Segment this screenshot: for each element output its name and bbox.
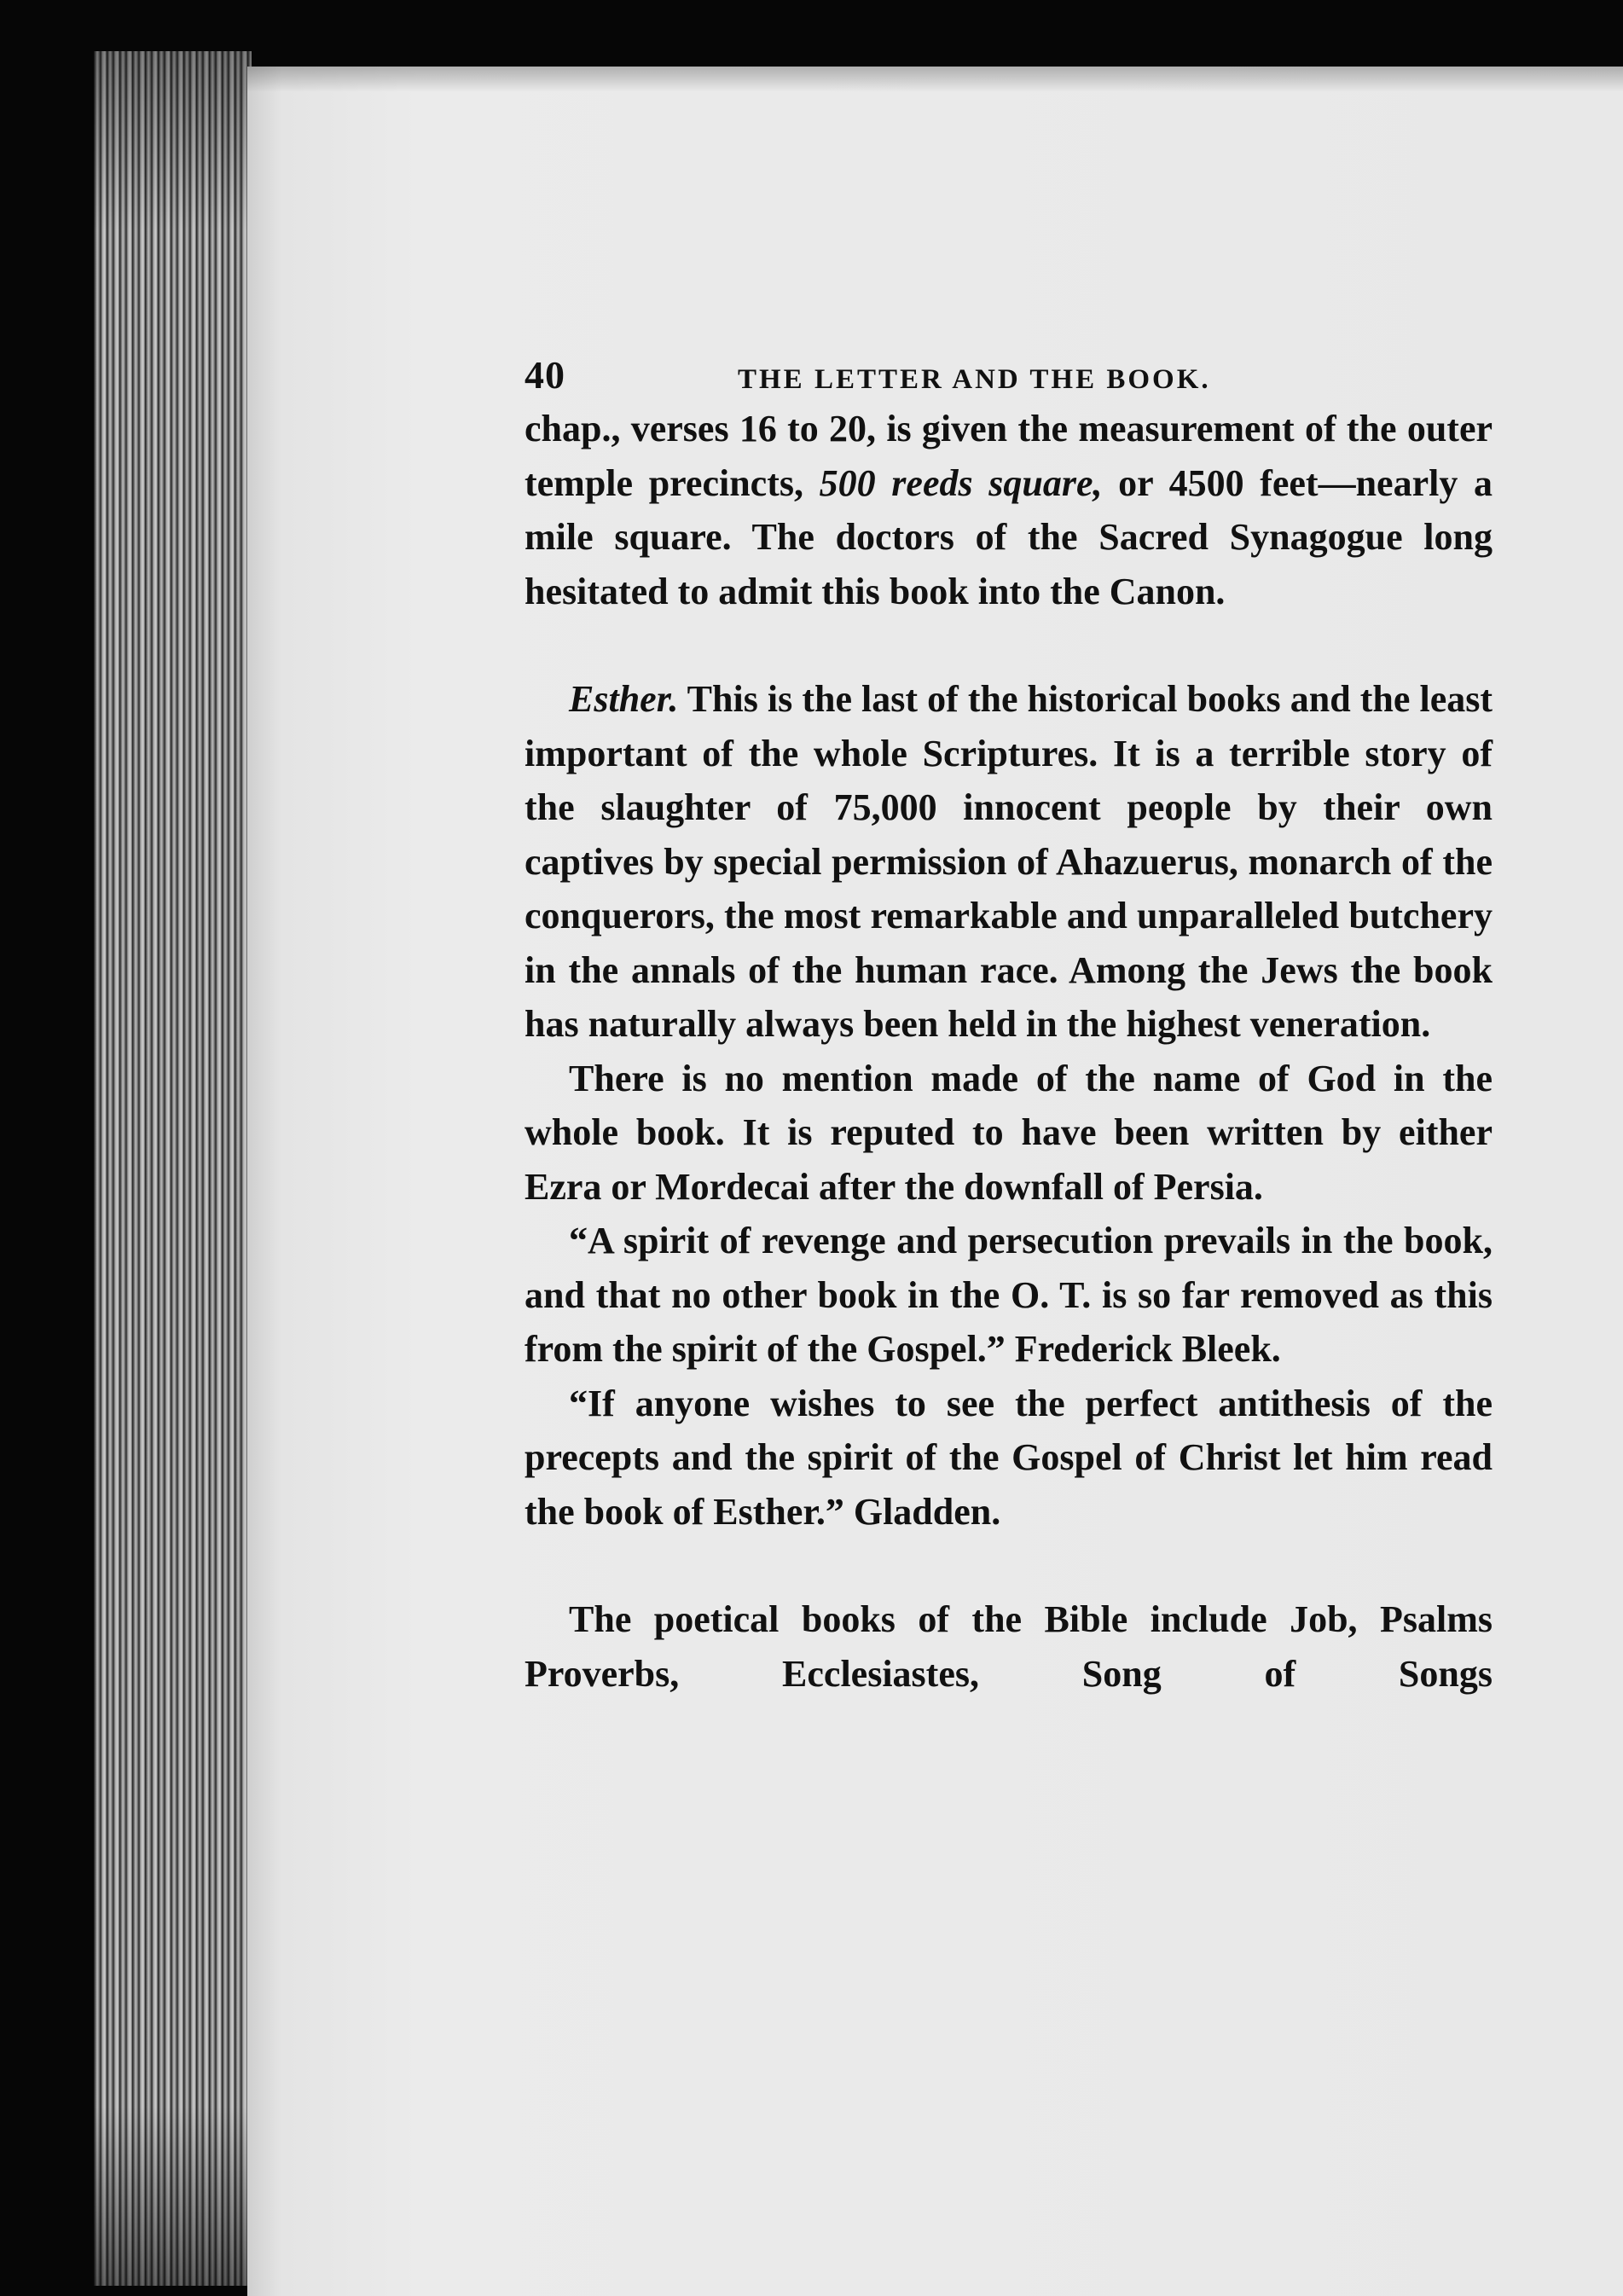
section-gap [525, 1539, 1493, 1592]
paragraph-text: This is the last of the historical books and the least important of the whole Scriptures. It is a terrible story of the slaughter of 75,000 innocent people by their own captives by special permission of Ahazuerus, monarch of the conquerors, the most remarkable and unparalleled butchery in the annals of the human race. Among the Jews the book has naturally always been held in the highest veneration. [525, 678, 1493, 1045]
paragraph-esther [525, 672, 1493, 1052]
paragraph-text: or 4500 feet—nearly a mile square. The doctors of the Sacred Synagogue long hesitated to admit this book into the Canon. [525, 461, 1493, 612]
running-head: THE LETTER AND THE BOOK. [738, 364, 1211, 395]
quote-bleek: “A spirit of revenge and persecution prevails in the book, and that no other book in the O. T. is so far removed as this from the spirit of the Gospel.” Frederick Bleek. [525, 1220, 1493, 1370]
page-number: 40 [525, 353, 565, 397]
paragraph-poetical-books: The poetical books of the Bible include Job, Psalms Proverbs, Ecclesiastes, Song of Songs [525, 1598, 1493, 1695]
page-text-block [525, 348, 1493, 1701]
italic-phrase: 500 reeds square, [819, 461, 1103, 504]
section-gap [525, 618, 1493, 672]
section-title-esther: Esther. [569, 678, 679, 720]
paragraph-text: chap., verses 16 to 20, is given the measurement of the outer temple precincts, [525, 408, 1493, 504]
paragraph-no-mention: There is no mention made of the name of God in the whole book. It is reputed to have been written by either Ezra or Mordecai after the downfall of Persia. [525, 1057, 1493, 1208]
quote-gladden: “If anyone wishes to see the perfect antithesis of the precepts and the spirit of the Gospel of Christ let him read the book of Esther.” Gladden. [525, 1382, 1493, 1533]
paragraph-ezekiel [525, 402, 1493, 618]
book-page-edges [94, 51, 252, 2286]
page-header [525, 348, 1493, 402]
